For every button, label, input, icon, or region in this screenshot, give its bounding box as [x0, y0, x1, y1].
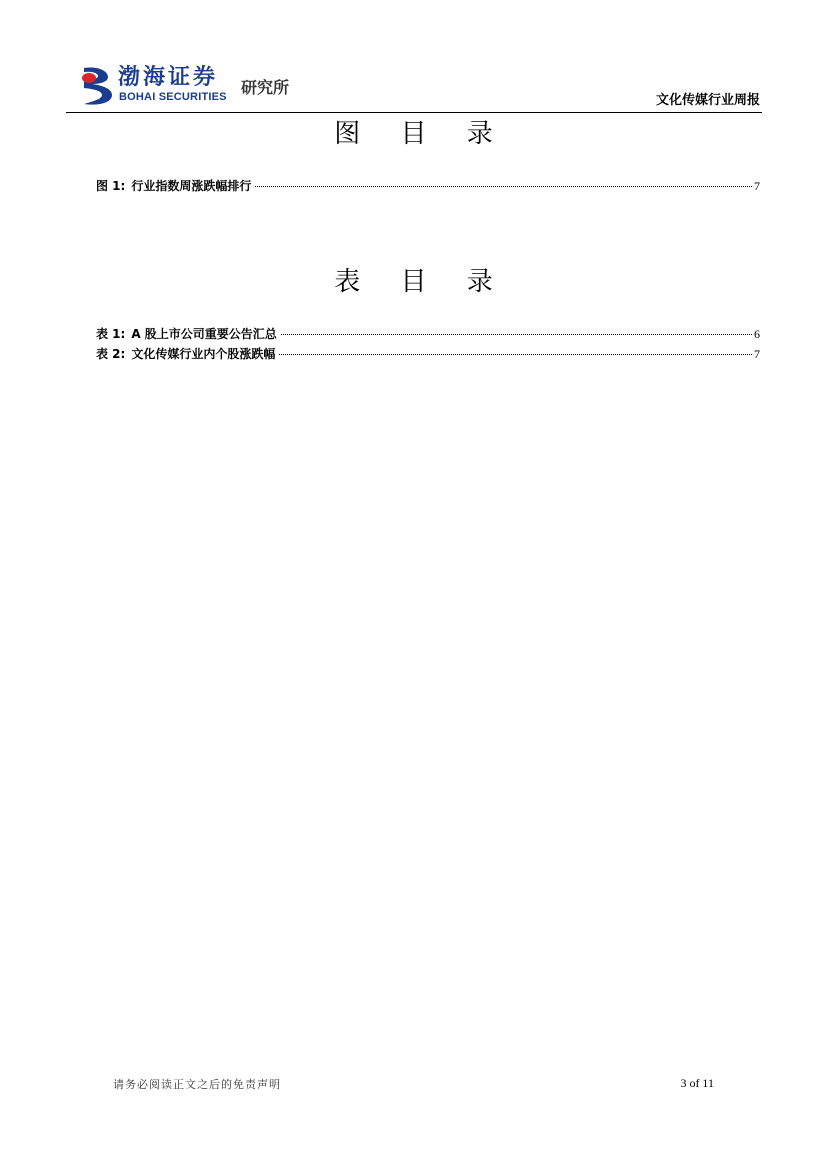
bohai-logo-icon — [78, 64, 118, 108]
toc-entry-label: 表 1: — [96, 327, 126, 341]
toc-entry-page: 7 — [754, 347, 760, 361]
logo-english-name: BOHAI SECURITIES — [119, 91, 227, 103]
bohai-securities-logo — [78, 64, 318, 108]
toc-entry-title: 行业指数周涨跌幅排行 — [131, 179, 252, 193]
toc-entry-label: 图 1: — [96, 179, 126, 193]
toc-dot-leader — [279, 354, 752, 355]
logo-chinese-name: 渤海证券 — [118, 64, 219, 90]
toc-entry-page: 6 — [754, 327, 760, 341]
toc-entry-figure-1[interactable] — [96, 176, 760, 196]
toc-entry-title: A 股上市公司重要公告汇总 — [131, 327, 277, 341]
toc-entry-title: 文化传媒行业内个股涨跌幅 — [131, 347, 276, 361]
toc-entry-table-1[interactable] — [96, 324, 760, 344]
report-type: 文化传媒行业周报 — [655, 93, 760, 108]
toc-entry-page: 7 — [754, 179, 760, 193]
figures-toc-list — [96, 176, 760, 196]
footer-disclaimer: 请务必阅读正文之后的免责声明 — [113, 1078, 281, 1091]
footer-page-indicator: 3 of 11 — [680, 1076, 714, 1090]
toc-entry-label: 表 2: — [96, 347, 126, 361]
tables-toc-list — [96, 324, 760, 364]
tables-toc-title: 表 目 录 — [334, 267, 509, 297]
page-header — [66, 60, 762, 114]
toc-dot-leader — [281, 334, 752, 335]
header-divider — [66, 112, 762, 113]
logo-institute-name: 研究所 — [241, 78, 290, 97]
figures-toc-title: 图 目 录 — [334, 119, 509, 149]
toc-dot-leader — [255, 186, 752, 187]
toc-entry-table-2[interactable] — [96, 344, 760, 364]
